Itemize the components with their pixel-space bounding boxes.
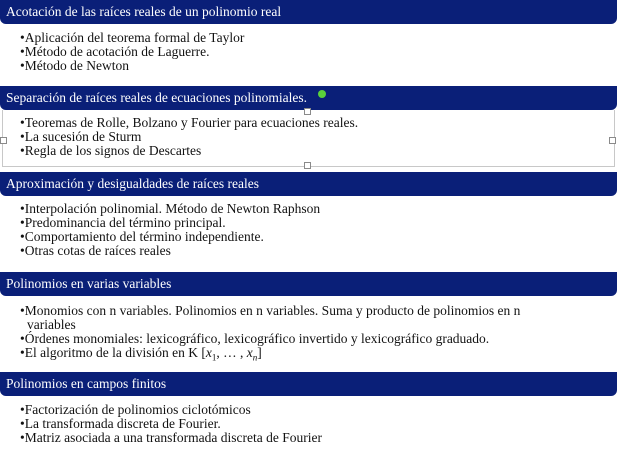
section-list-campos-finitos	[20, 403, 610, 445]
section-list-varias-variables	[20, 304, 610, 365]
list-item: •Regla de los signos de Descartes	[20, 143, 202, 158]
math-x: x	[205, 345, 212, 360]
resize-handle-top[interactable]	[304, 108, 311, 115]
list-item: •Órdenes monomiales: lexicográfico, lexicográfico invertido y lexicográfico graduado.	[20, 331, 490, 346]
section-header-campos-finitos: Polinomios en campos finitos	[0, 372, 617, 396]
list-item: •Otras cotas de raíces reales	[20, 243, 171, 258]
section-header-separacion: Separación de raíces reales de ecuaciones polinomiales.	[0, 86, 617, 110]
list-item: •Teoremas de Rolle, Bolzano y Fourier para ecuaciones reales.	[20, 115, 359, 130]
math-subscript-1: 1	[211, 352, 217, 363]
section-header-aproximacion: Aproximación y desigualdades de raíces reales	[0, 172, 617, 196]
section-list-separacion	[20, 116, 610, 158]
list-item: •Predominancia del término principal.	[20, 215, 226, 230]
resize-handle-left[interactable]	[0, 137, 7, 144]
list-item: •Método de acotación de Laguerre.	[20, 44, 210, 59]
section-list-aproximacion	[20, 202, 610, 258]
list-item: •Interpolación polinomial. Método de Newton Raphson	[20, 201, 321, 216]
list-item-division-algorithm	[20, 346, 610, 365]
list-item: •Monomios con n variables. Polinomios en n variables. Suma y producto de polinomios en n variables	[20, 303, 521, 332]
math-ellipsis: , … ,	[216, 345, 247, 360]
list-item: •Matriz asociada a una transformada discreta de Fourier	[20, 430, 322, 445]
list-item: •Aplicación del teorema formal de Taylor	[20, 30, 245, 45]
rotation-handle-icon[interactable]	[318, 90, 326, 98]
section-header-acotacion: Acotación de las raíces reales de un polinomio real	[0, 0, 617, 24]
list-item: •Método de Newton	[20, 58, 129, 73]
resize-handle-right[interactable]	[609, 137, 616, 144]
list-item: •Factorización de polinomios ciclotómicos	[20, 402, 251, 417]
math-close-bracket: ]	[257, 345, 262, 360]
section-header-varias-variables: Polinomios en varias variables	[0, 272, 617, 296]
list-item: •La transformada discreta de Fourier.	[20, 416, 221, 431]
division-algorithm-text: •El algoritmo de la división en K [	[20, 345, 206, 360]
list-item: •La sucesión de Sturm	[20, 129, 142, 144]
list-item: •Comportamiento del término independiente.	[20, 229, 264, 244]
math-x: x	[246, 345, 253, 360]
section-list-acotacion	[20, 31, 610, 73]
resize-handle-bottom[interactable]	[304, 162, 311, 169]
math-subscript-n: n	[252, 352, 258, 363]
